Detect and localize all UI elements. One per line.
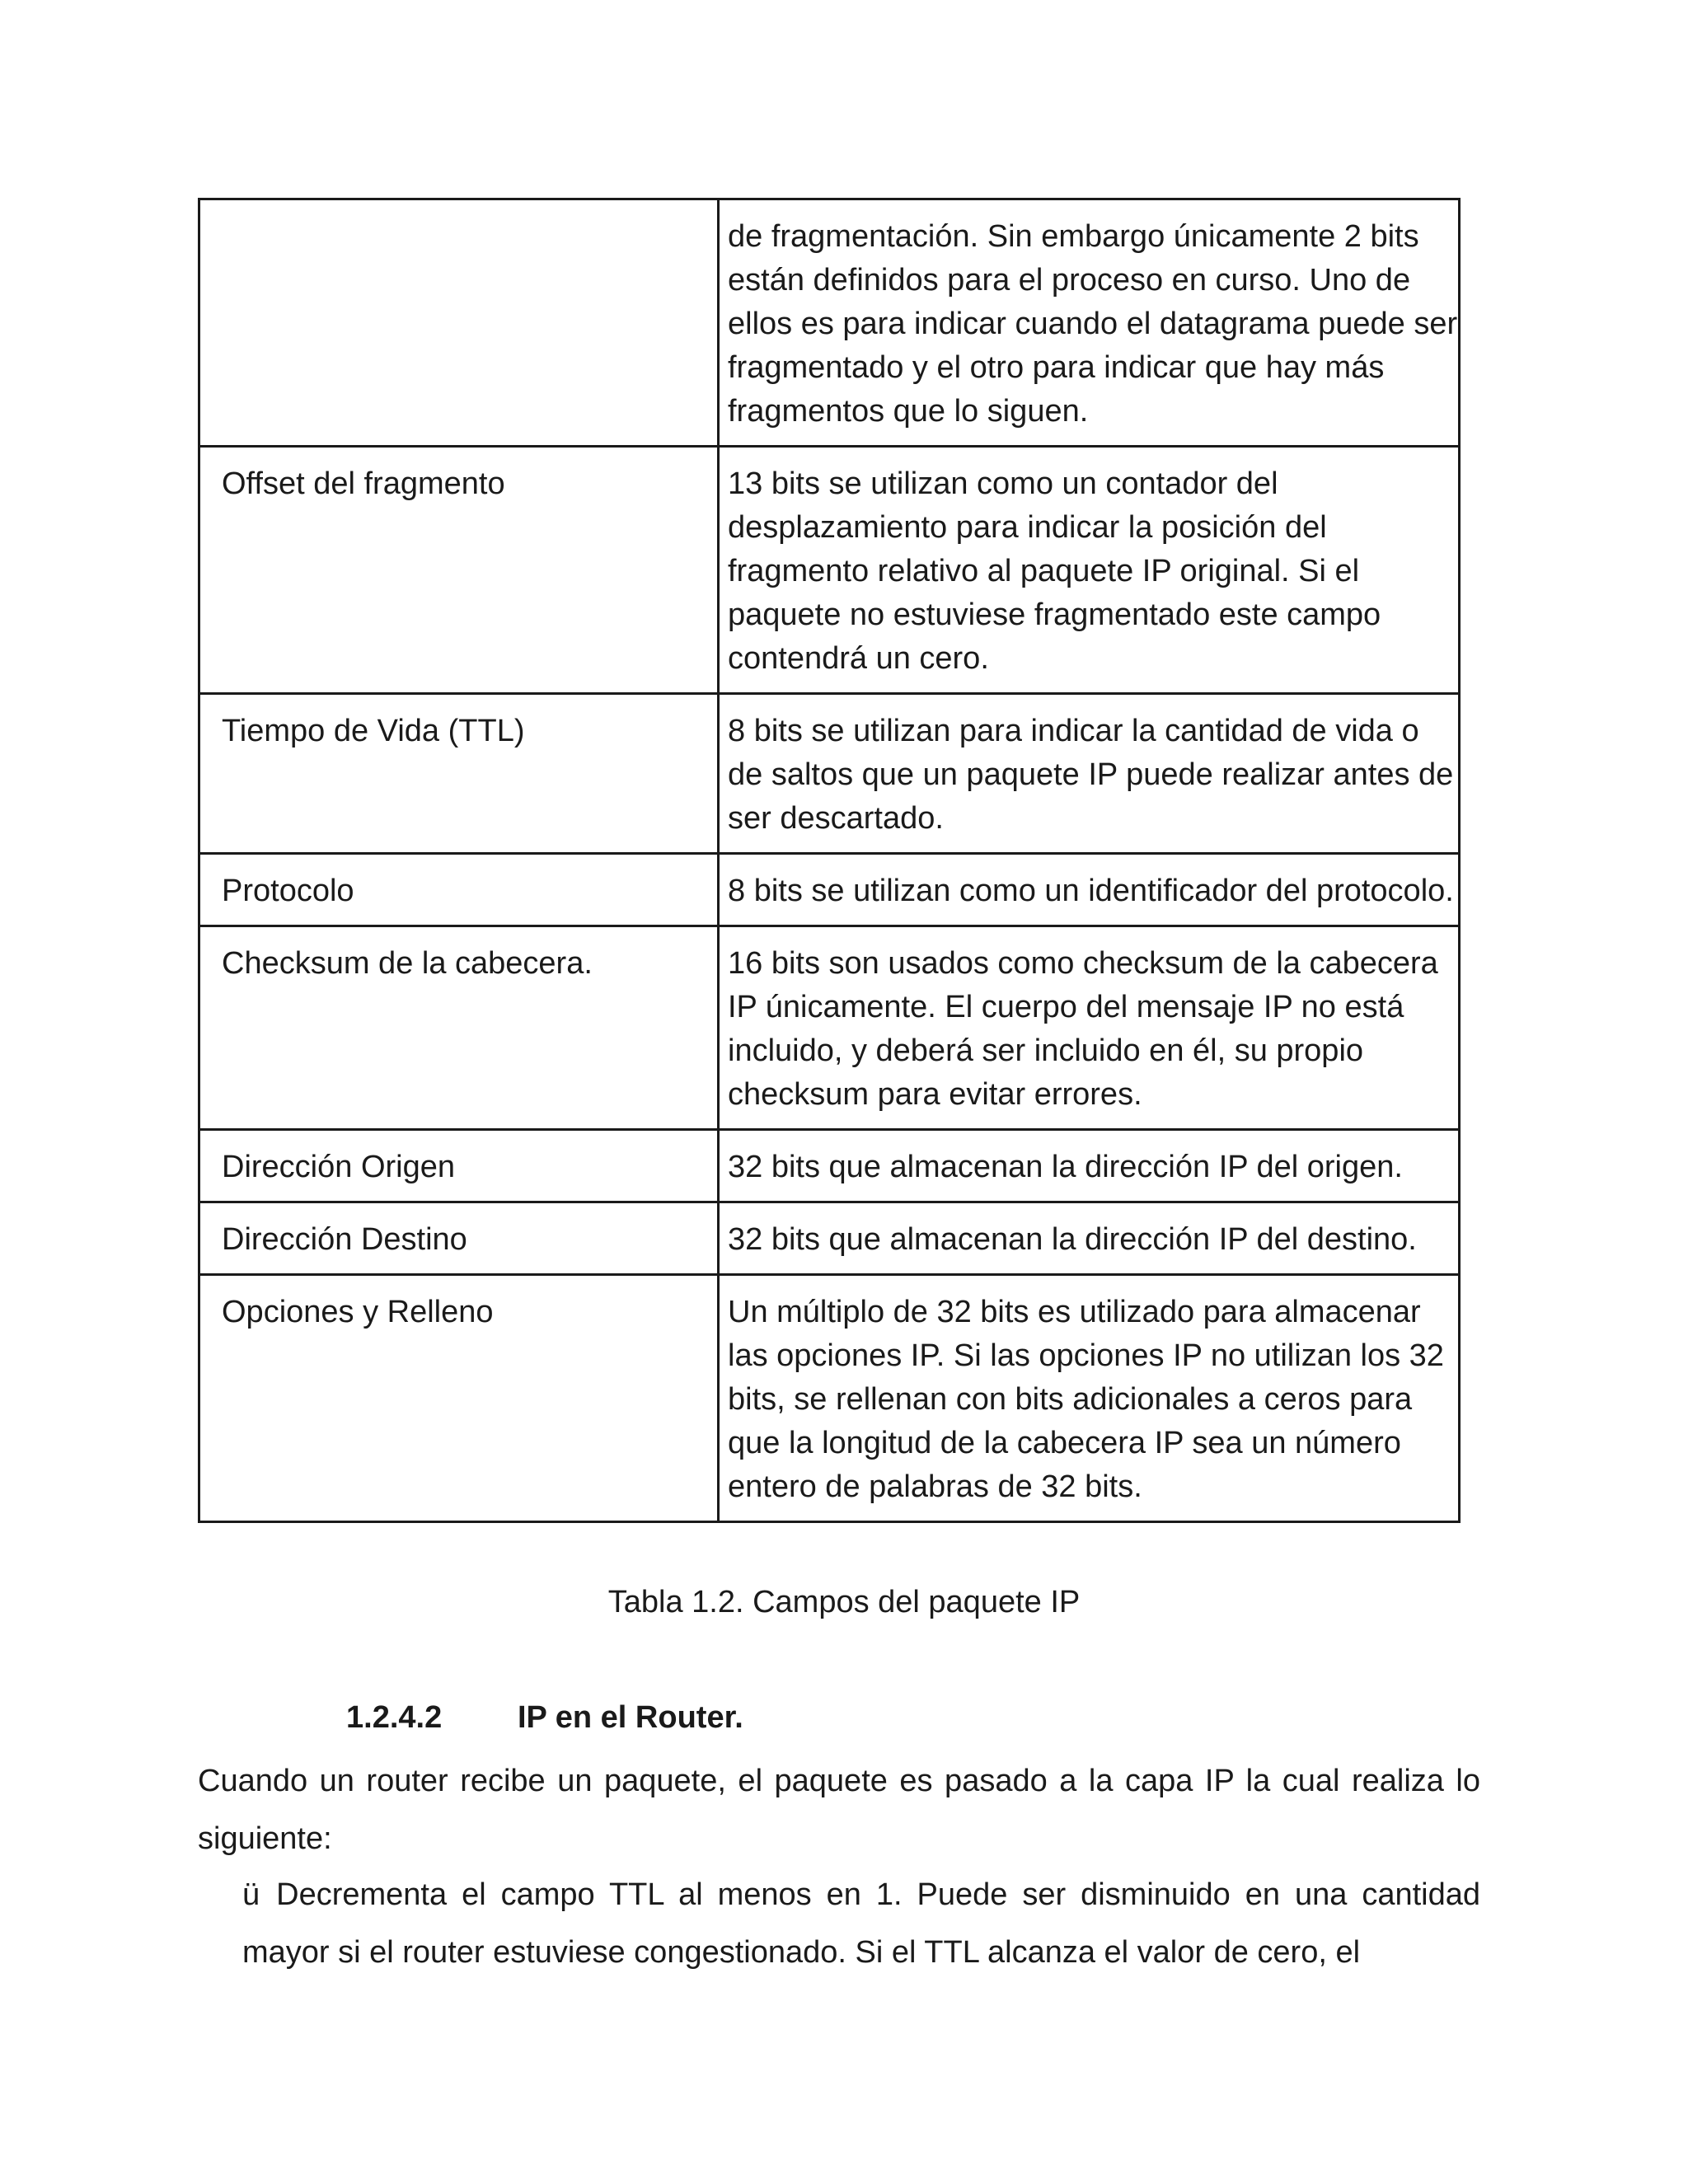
bullet-text: Decrementa el campo TTL al menos en 1. Puede ser disminuido en una cantidad mayor si el router estuviese congestionado. Si el TTL alcanza el valor de cero, el [242, 1877, 1480, 1970]
bullet-item [242, 1866, 1480, 1981]
field-name-cell: Dirección Destino [199, 1202, 719, 1275]
section-title: IP en el Router. [518, 1700, 743, 1735]
bullet-marker: ü [242, 1877, 260, 1912]
table-row [199, 1202, 1460, 1275]
table-row [199, 926, 1460, 1130]
field-description-cell: Un múltiplo de 32 bits es utilizado para almacenar las opciones IP. Si las opciones IP no utilizan los 32 bits, se rellenan con bits adicionales a ceros para que la longitud de la cabecera IP sea un número entero de palabras de 32 bits. [719, 1275, 1460, 1522]
section-number: 1.2.4.2 [346, 1700, 443, 1735]
ip-fields-table [198, 198, 1461, 1523]
table-row [199, 854, 1460, 926]
table-row [199, 1275, 1460, 1522]
field-name-cell: Checksum de la cabecera. [199, 926, 719, 1130]
table-row [199, 447, 1460, 694]
section-heading [346, 1696, 743, 1739]
body-paragraph: Cuando un router recibe un paquete, el paquete es pasado a la capa IP la cual realiza lo siguiente: [198, 1764, 1480, 1856]
field-description-cell: 8 bits se utilizan como un identificador del protocolo. [719, 854, 1460, 926]
field-description-cell: 13 bits se utilizan como un contador del desplazamiento para indicar la posición del fragmento relativo al paquete IP original. Si el paquete no estuviese fragmentado este campo contendrá un cero. [719, 447, 1460, 694]
field-name-cell: Dirección Origen [199, 1130, 719, 1202]
field-description-cell: 32 bits que almacenan la dirección IP del origen. [719, 1130, 1460, 1202]
field-description-cell: 8 bits se utilizan para indicar la cantidad de vida o de saltos que un paquete IP puede realizar antes de ser descartado. [719, 694, 1460, 854]
field-name-cell [199, 199, 719, 447]
table-caption: Tabla 1.2. Campos del paquete IP [607, 1585, 1081, 1619]
field-description-cell: 32 bits que almacenan la dirección IP del destino. [719, 1202, 1460, 1275]
field-name-cell: Offset del fragmento [199, 447, 719, 694]
field-name-cell: Opciones y Relleno [199, 1275, 719, 1522]
field-description-cell: 16 bits son usados como checksum de la cabecera IP únicamente. El cuerpo del mensaje IP no está incluido, y deberá ser incluido en él, su propio checksum para evitar errores. [719, 926, 1460, 1130]
field-name-cell: Tiempo de Vida (TTL) [199, 694, 719, 854]
table-row [199, 199, 1460, 447]
field-description-cell: de fragmentación. Sin embargo únicamente 2 bits están definidos para el proceso en curso. Uno de ellos es para indicar cuando el datagrama puede ser fragmentado y el otro para indicar que hay más fragmentos que lo siguen. [719, 199, 1460, 447]
table-row [199, 694, 1460, 854]
table-row [199, 1130, 1460, 1202]
field-name-cell: Protocolo [199, 854, 719, 926]
